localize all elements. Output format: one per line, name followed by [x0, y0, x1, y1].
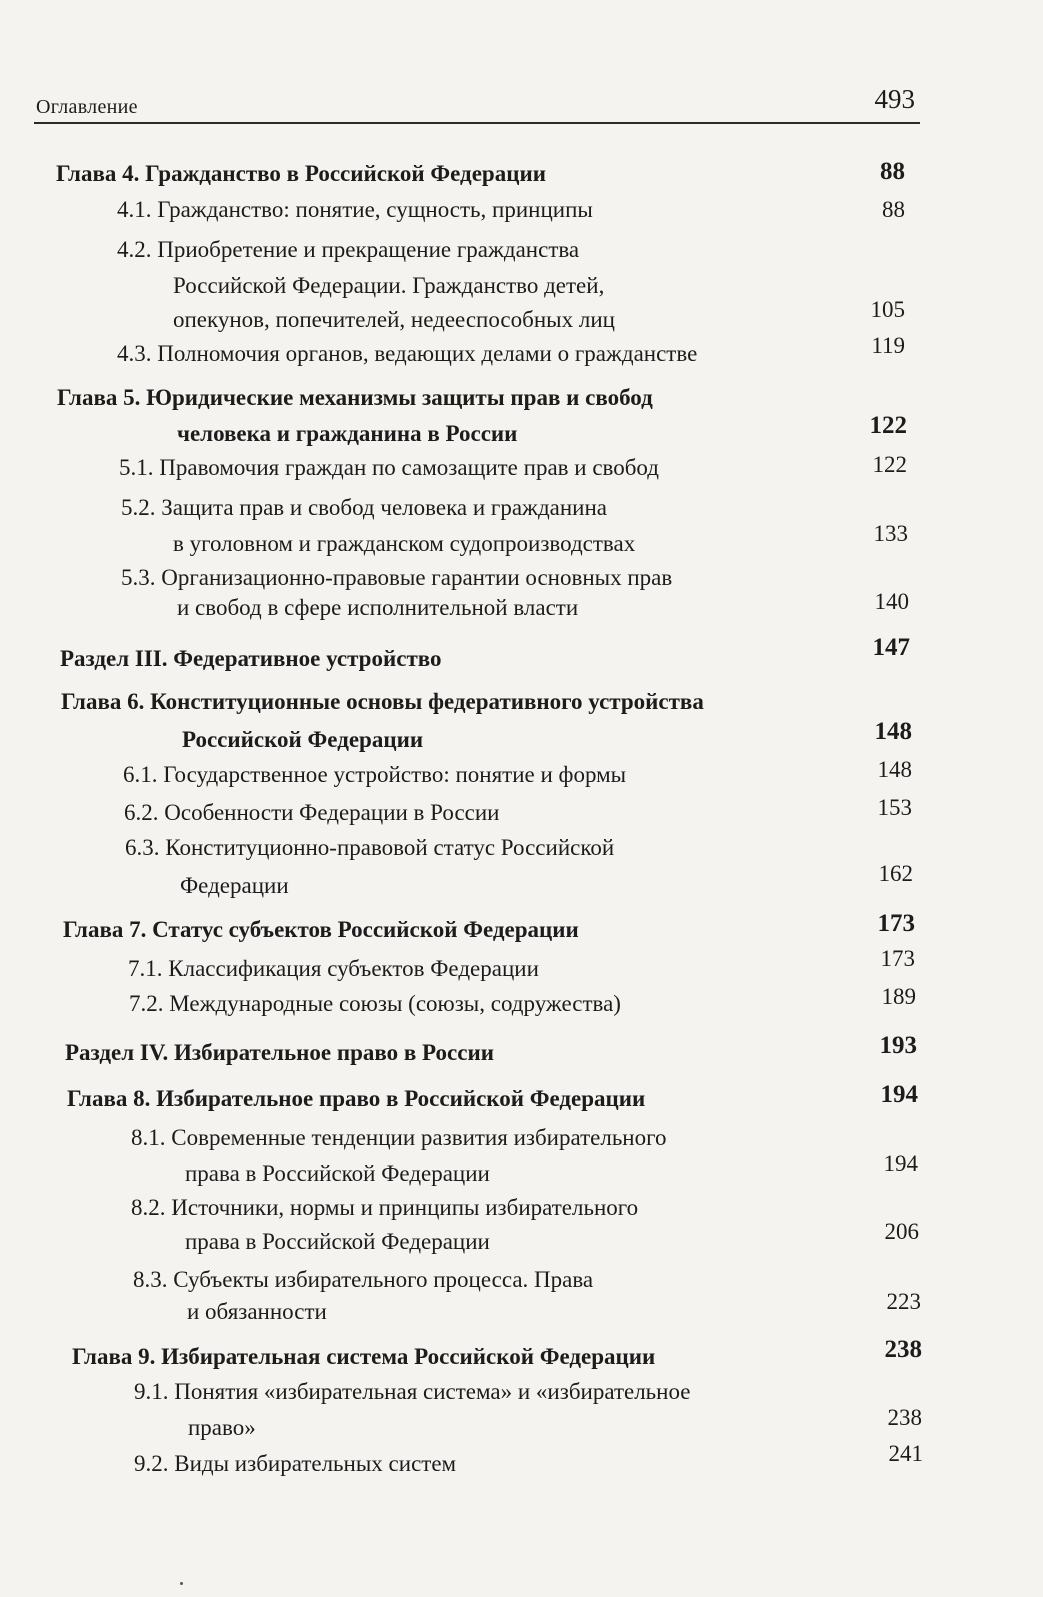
toc-heading-line: Глава 6. Конституционные основы федеративного устройства — [61, 689, 704, 714]
toc-page-number: 238 — [887, 1405, 922, 1430]
toc-item-line: 8.1. Современные тенденции развития избирательного — [131, 1125, 667, 1150]
toc-page-number: 153 — [877, 795, 912, 820]
toc-item-line: и свобод в сфере исполнительной власти — [177, 595, 579, 620]
toc-item-line: 4.3. Полномочия органов, ведающих делами о гражданстве — [117, 341, 698, 366]
toc-item-line: 5.1. Правомочия граждан по самозащите прав и свобод — [119, 455, 659, 480]
toc-page-number: 148 — [874, 718, 912, 745]
toc-item-line: 6.2. Особенности Федерации в России — [124, 800, 500, 825]
toc-item-line: 8.2. Источники, нормы и принципы избирательного — [131, 1195, 639, 1220]
toc-item-line: 4.1. Гражданство: понятие, сущность, принципы — [117, 197, 593, 222]
print-speck — [180, 1582, 183, 1585]
toc-page-number: 133 — [873, 521, 908, 546]
toc-page-number: 119 — [871, 333, 905, 358]
toc-page-number: 241 — [888, 1441, 923, 1466]
toc-page-number: 88 — [880, 158, 905, 185]
toc-item-line: и обязанности — [187, 1299, 327, 1324]
toc-item-line: 5.2. Защита прав и свобод человека и гражданина — [121, 495, 607, 520]
toc-item-line: 9.1. Понятия «избирательная система» и «избирательное — [134, 1379, 691, 1404]
toc-heading-line: Глава 4. Гражданство в Российской Федерации — [56, 161, 546, 186]
toc-heading-line: Раздел III. Федеративное устройство — [60, 646, 442, 671]
toc-page-number: 189 — [881, 984, 916, 1009]
toc-page-number: 88 — [882, 197, 905, 222]
toc-page-number: 173 — [877, 910, 915, 937]
toc-page-number: 193 — [879, 1032, 917, 1059]
page-number: 493 — [874, 84, 915, 114]
toc-page-number: 162 — [878, 861, 913, 886]
toc-heading-line: Раздел IV. Избирательное право в России — [65, 1040, 494, 1065]
toc-page-number: 173 — [880, 946, 915, 971]
toc-page-number: 140 — [874, 589, 909, 614]
toc-page-number: 105 — [870, 297, 905, 322]
toc-item-line: 6.1. Государственное устройство: понятие и формы — [123, 762, 627, 787]
toc-page-number: 194 — [883, 1151, 918, 1176]
running-header-title: Оглавление — [36, 96, 138, 118]
toc-item-line: Российской Федерации. Гражданство детей, — [173, 273, 605, 298]
toc-heading-line: Российской Федерации — [182, 727, 424, 752]
toc-page-number: 122 — [872, 452, 907, 477]
toc-item-line: права в Российской Федерации — [185, 1229, 490, 1254]
toc-item-line: право» — [188, 1415, 256, 1440]
toc-heading-line: человека и гражданина в России — [177, 421, 518, 446]
toc-item-line: права в Российской Федерации — [185, 1161, 490, 1186]
toc-page-number: 148 — [877, 757, 912, 782]
toc-item-line: 7.1. Классификация субъектов Федерации — [128, 956, 539, 981]
toc-page-number: 147 — [872, 634, 910, 661]
toc-item-line: 9.2. Виды избирательных систем — [134, 1451, 457, 1476]
toc-heading-line: Глава 8. Избирательное право в Российской Федерации — [67, 1086, 646, 1111]
toc-heading-line: Глава 9. Избирательная система Российской Федерации — [72, 1344, 656, 1369]
toc-item-line: в уголовном и гражданском судопроизводствах — [173, 531, 636, 556]
toc-heading-line: Глава 5. Юридические механизмы защиты прав и свобод — [57, 385, 653, 410]
toc-page-number: 238 — [884, 1336, 922, 1363]
toc-item-line: 7.2. Международные союзы (союзы, содружества) — [129, 991, 621, 1016]
toc-item-line: 5.3. Организационно-правовые гарантии основных прав — [121, 565, 673, 590]
toc-item-line: 8.3. Субъекты избирательного процесса. Права — [133, 1267, 594, 1292]
toc-item-line: опекунов, попечителей, недееспособных лиц — [173, 307, 615, 332]
toc-page-number: 223 — [886, 1289, 921, 1314]
toc-page-number: 194 — [880, 1081, 918, 1108]
toc-item-line: 6.3. Конституционно-правовой статус Российской — [125, 835, 615, 860]
toc-heading-line: Глава 7. Статус субъектов Российской Федерации — [63, 917, 579, 942]
toc-item-line: Федерации — [180, 873, 289, 898]
toc-page-number: 206 — [884, 1219, 919, 1244]
toc-page-number: 122 — [869, 412, 907, 439]
toc-item-line: 4.2. Приобретение и прекращение гражданства — [117, 237, 580, 262]
